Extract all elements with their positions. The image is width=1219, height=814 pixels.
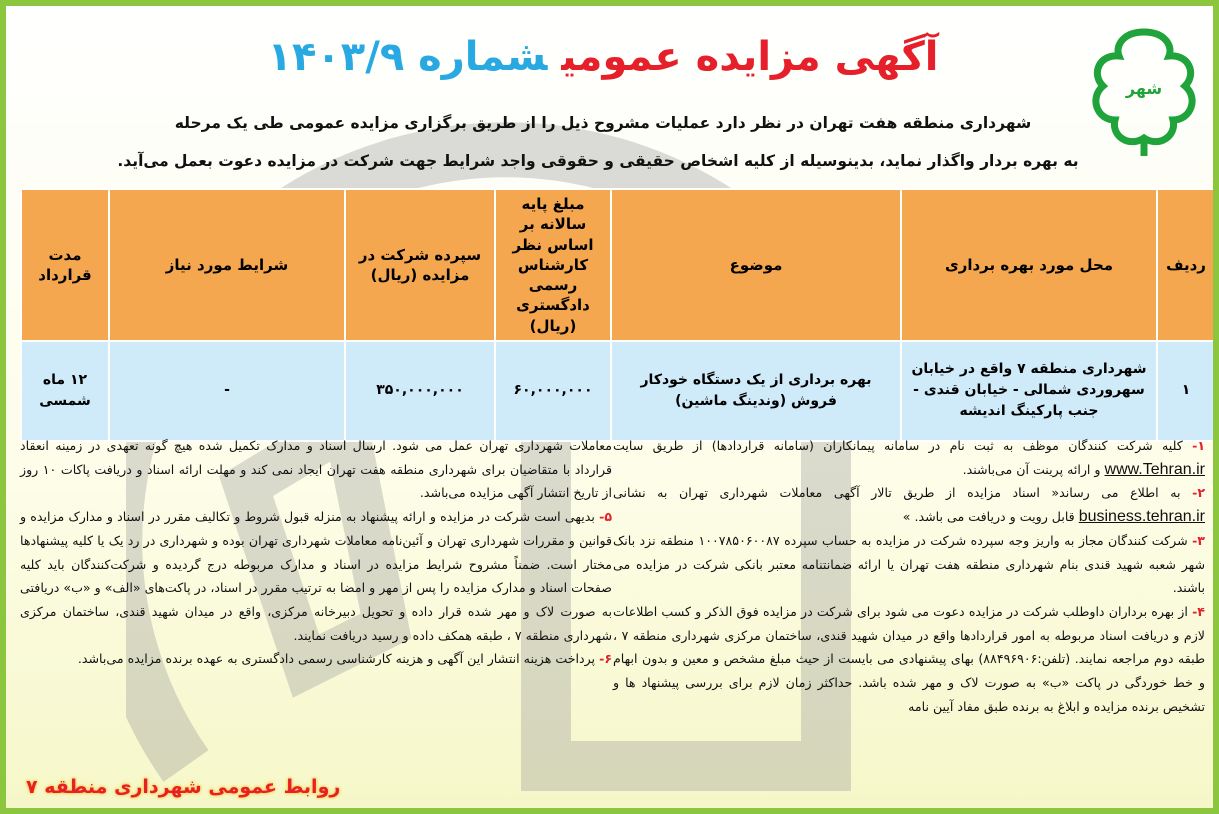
clauses-right-column [613, 434, 1205, 718]
clause-number: ۶- [599, 651, 612, 667]
intro-line-1: شهرداری منطقه هفت تهران در نظر دارد عملیات مشروح ذیل را از طریق برگزاری مزایده عمومی طی یک مرحله [174, 114, 1032, 132]
clause-number: ۴- [1192, 603, 1205, 619]
clause-2 [613, 481, 1205, 528]
cell-location: شهرداری منطقه ۷ واقع در خیابان سهروردی شمالی - خیابان قندی - جنب پارکینگ اندیشه [901, 341, 1157, 441]
header-duration: مدت قرارداد [21, 189, 109, 341]
cell-conditions: - [109, 341, 345, 441]
title-number: شماره ۱۴۰۳/۹ [267, 34, 548, 80]
title-main: آگهی مزایده عمومی [561, 34, 939, 80]
clause-4 [613, 600, 1205, 719]
clause-number: ۱- [1192, 438, 1205, 453]
clause-number: ۵- [599, 509, 612, 525]
clause-text: پرداخت هزینه انتشار این آگهی و هزینه کارشناسی رسمی دادگستری به عهده برنده مزایده می‌باشد. [77, 651, 596, 667]
clause-text: شرکت کنندگان مجاز به واریز وجه سپرده شرکت در مزایده به حساب سپرده ۱۰۰۷۸۵۰۶۰۰۸۷ منطقه نزد بانک شهر شعبه شهید قندی بنام شهرداری منطقه هفت تهران یا ارائه ضمانتنامه معتبر بانکی شرکت در مزایده می باشند. [613, 532, 1205, 596]
header-deposit: سپرده شرکت در مزایده (ریال) [345, 189, 495, 341]
business-site-link[interactable]: business.tehran.ir [1078, 508, 1205, 526]
clause-text: به اطلاع می رساند« اسناد مزایده از طریق تالار آگهی معاملات شهرداری تهران به نشانی [613, 485, 1181, 501]
header-subject: موضوع [611, 189, 901, 341]
cell-base-price: ۶۰,۰۰۰,۰۰۰ [495, 341, 611, 441]
cell-deposit: ۳۵۰,۰۰۰,۰۰۰ [345, 341, 495, 441]
table-header-row [21, 189, 1215, 341]
header-location: محل مورد بهره برداری [901, 189, 1157, 341]
clause-4-continued: معاملات شهرداری تهران عمل می شود. ارسال اسناد و مدارک تکمیل شده هیچ گونه تعهدی در زمینه انعقاد قرارداد با متقاضیان برای شهرداری منطقه هفت تهران ایجاد نمی کند و مهلت ارائه اسناد و دریافت پاکات ۱۰ روز از تاریخ انتشار آگهی مزایده می‌باشد. [20, 438, 612, 501]
auction-table [20, 188, 1216, 442]
tehran-site-link[interactable]: www.Tehran.ir [1104, 460, 1205, 478]
svg-text:شهر: شهر [1125, 79, 1163, 98]
cell-subject: بهره برداری از یک دستگاه خودکار فروش (وندینگ ماشین) [611, 341, 901, 441]
clause-1 [613, 434, 1205, 481]
clause-text: قابل رویت و دریافت می باشد. » [902, 509, 1075, 525]
clause-text: از بهره برداران داوطلب شرکت در مزایده دعوت می شود برای شرکت در مزایده فوق الذکر و کسب اطلاعات لازم و دریافت اسناد مربوطه به امور قراردادها واقع در میدان شهید قندی، ساختمان مرکزی شهرداری منطقه ۷ ، طبقه دوم مراجعه نمایند. (تلفن:۸۸۴۹۶۹۰۶) بهای پیشنهادی می بایست از حیث مبلغ مشخص و معین و بدون ابهام و خط خوردگی در پاکت «ب» به صورت لاک و مهر شده باشد. حداکثر زمان لازم برای بررسی پیشنهاد ها و تشخیص برنده مزایده و ابلاغ به برنده طبق مفاد آیین نامه [613, 603, 1205, 714]
clause-number: ۳- [1192, 532, 1205, 548]
clause-3 [613, 529, 1205, 600]
clause-text: بدیهی است شرکت در مزایده و ارائه پیشنهاد به منزله قبول شروط و تکالیف مقرر در اسناد و مدارک مزایده و قوانین و مقررات شهرداری تهران و آئین‌نامه معاملات شهرداری تهران بوده و شهرداری در رد یک یا کلیه پیشنهادها مختار است. ضمناً مشروح شرایط مزایده در اسناد و مدارک مربوطه درج گردیده و شرکت‌کنندگان باید کلیه صفحات اسناد و مدارک مزایده را پس از مهر و امضا به ترتیب مقرر در اسناد، در پاکت‌های «الف» و «ب» دریافتی به صورت لاک و مهر شده قرار داده و تحویل دبیرخانه مرکزی، واقع در میدان شهید قندی، ساختمان مرکزی شهرداری منطقه ۷ ، طبقه همکف داده و رسید دریافت نمایند. [20, 509, 612, 643]
clauses-left-column [20, 434, 612, 671]
cell-duration: ۱۲ ماه شمسی [21, 341, 109, 441]
intro-line-2: به بهره بردار واگذار نماید، بدینوسیله از کلیه اشخاص حقیقی و حقوقی واجد شرایط جهت شرکت در مزایده دعوت بعمل می‌آید. [117, 152, 1079, 170]
clause-number: ۲- [1192, 485, 1205, 501]
header-conditions: شرایط مورد نیاز [109, 189, 345, 341]
clause-5 [20, 505, 612, 647]
clause-text: کلیه شرکت کنندگان موظف به ثبت نام در سامانه پیمانکاران (سامانه قراردادها) از طریق سایت [613, 438, 1183, 453]
signature: روابط عمومی شهرداری منطقه ۷ [26, 776, 341, 798]
cell-row-number: ۱ [1157, 341, 1215, 441]
clause-text: و ارائه پرینت آن می‌باشند. [962, 461, 1101, 477]
tehran-municipality-logo [1085, 24, 1203, 159]
header-base-price: مبلغ پایه سالانه بر اساس نظر کارشناس رسمی دادگستری (ریال) [495, 189, 611, 341]
table-row [21, 341, 1215, 441]
header-row-number: ردیف [1157, 189, 1215, 341]
clause-6 [20, 647, 612, 671]
page-title [143, 34, 1063, 80]
